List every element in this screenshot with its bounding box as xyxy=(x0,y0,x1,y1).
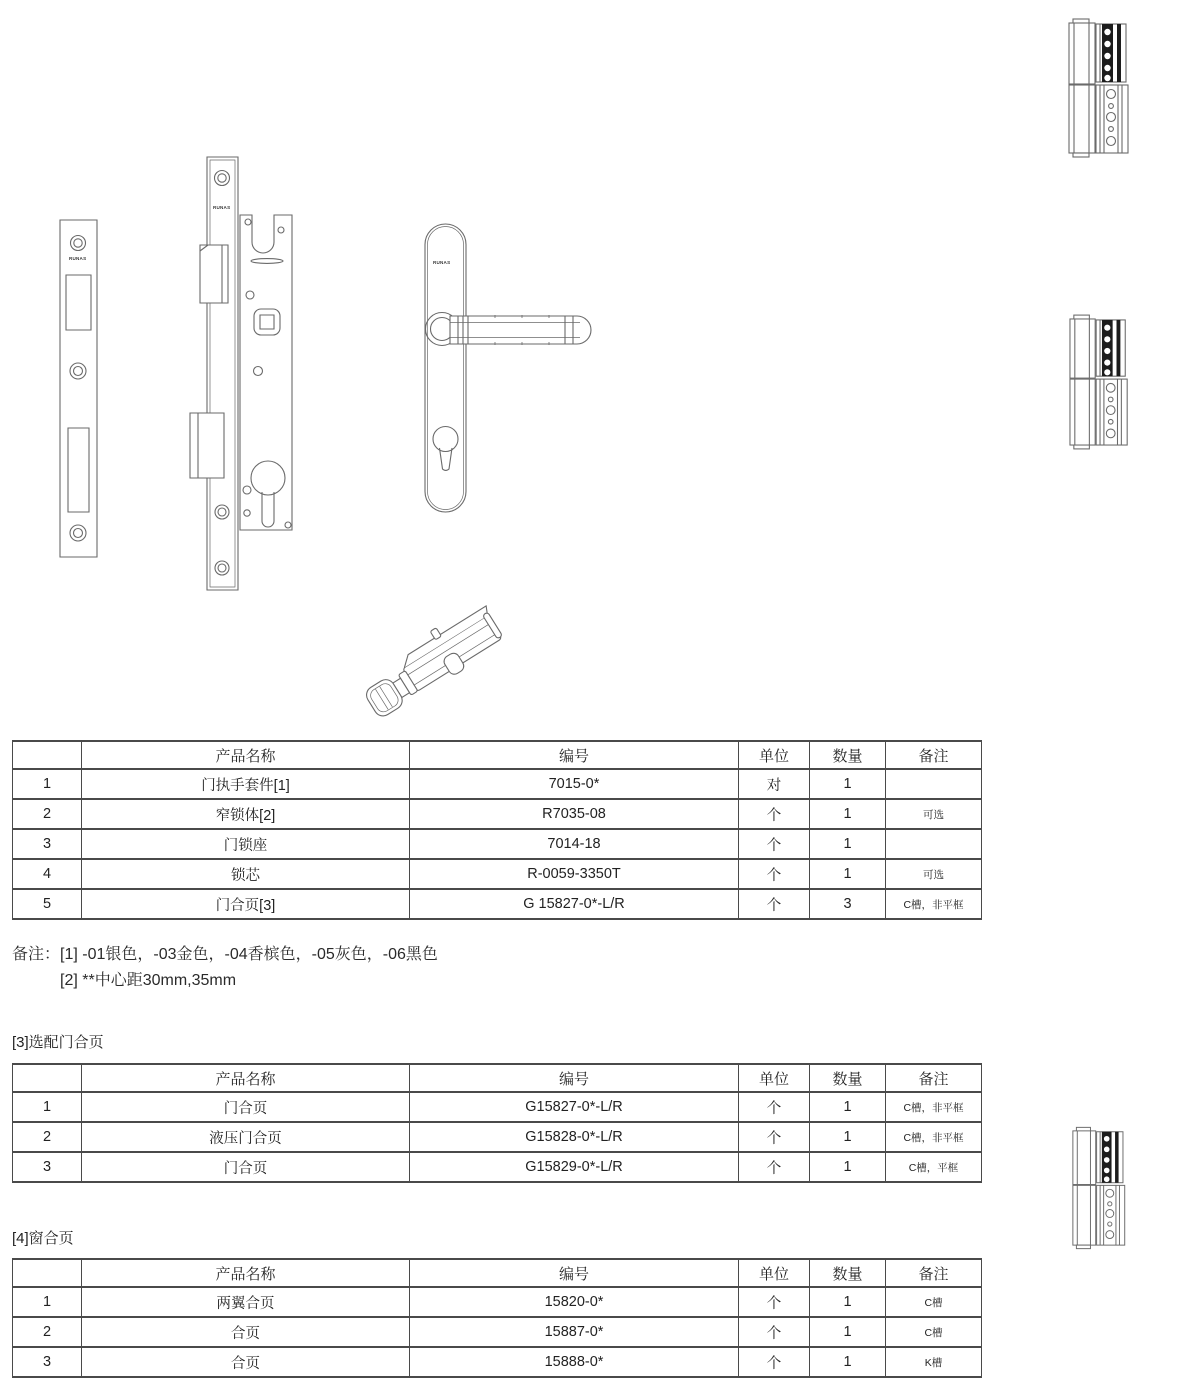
table-row xyxy=(13,1287,982,1317)
cell: 门锁座 xyxy=(82,829,410,859)
cell xyxy=(886,769,982,799)
cell: C槽，非平框 xyxy=(886,1092,982,1122)
cell: 门合页 xyxy=(82,1092,410,1122)
cell: 个 xyxy=(739,889,810,919)
lock-body-drawing xyxy=(188,150,298,600)
cell: 2 xyxy=(13,1317,82,1347)
cell: 门合页[3] xyxy=(82,889,410,919)
column-header xyxy=(13,741,82,769)
table-row xyxy=(13,1317,982,1347)
cell: 2 xyxy=(13,799,82,829)
note-line: [2] **中心距30mm,35mm xyxy=(60,972,237,989)
cell: 个 xyxy=(739,859,810,889)
column-header: 数量 xyxy=(810,741,886,769)
hinge-drawing-top xyxy=(1068,18,1134,158)
cell: 1 xyxy=(810,1152,886,1182)
cell: 15820-0* xyxy=(410,1287,739,1317)
column-header: 单位 xyxy=(739,1064,810,1092)
cell xyxy=(886,829,982,859)
note-line: [1] -01银色，-03金色，-04香槟色，-05灰色，-06黑色 xyxy=(60,946,438,963)
strike-plate-drawing xyxy=(58,216,102,562)
cell: 锁芯 xyxy=(82,859,410,889)
cell: 1 xyxy=(810,1317,886,1347)
header-row xyxy=(13,1064,982,1092)
column-header: 数量 xyxy=(810,1259,886,1287)
cell: 1 xyxy=(13,1287,82,1317)
column-header: 单位 xyxy=(739,741,810,769)
cell: 液压门合页 xyxy=(82,1122,410,1152)
table-row xyxy=(13,1347,982,1377)
cell: 4 xyxy=(13,859,82,889)
brand-logo: RUNAS xyxy=(213,205,231,210)
cell: 可选 xyxy=(886,799,982,829)
table-row xyxy=(13,1122,982,1152)
main-parts-table xyxy=(12,740,982,920)
table-row xyxy=(13,799,982,829)
column-header: 备注 xyxy=(886,1064,982,1092)
cell: C槽，非平框 xyxy=(886,1122,982,1152)
door-hinge-section-title: [3]选配门合页 xyxy=(12,1034,104,1051)
cell: 15887-0* xyxy=(410,1317,739,1347)
table-row xyxy=(13,769,982,799)
column-header: 编号 xyxy=(410,1259,739,1287)
table-row xyxy=(13,889,982,919)
cell: 1 xyxy=(810,1287,886,1317)
brand-logo: RUNAS xyxy=(69,256,87,261)
cell: C槽 xyxy=(886,1287,982,1317)
cell: 15888-0* xyxy=(410,1347,739,1377)
cell: C槽 xyxy=(886,1317,982,1347)
cell: 个 xyxy=(739,1092,810,1122)
column-header xyxy=(13,1259,82,1287)
cell: 个 xyxy=(739,829,810,859)
handle-set-drawing xyxy=(420,218,595,518)
cell: R7035-08 xyxy=(410,799,739,829)
brand-logo: RUNAS xyxy=(433,260,451,265)
cell: 个 xyxy=(739,1287,810,1317)
cell: 5 xyxy=(13,889,82,919)
cell: 1 xyxy=(810,769,886,799)
table-row xyxy=(13,859,982,889)
cell: 3 xyxy=(13,1347,82,1377)
cell: 1 xyxy=(810,829,886,859)
cell: 个 xyxy=(739,1317,810,1347)
hinge-drawing-bottom xyxy=(1072,1122,1130,1254)
cell: G15827-0*-L/R xyxy=(410,1092,739,1122)
cell: G15828-0*-L/R xyxy=(410,1122,739,1152)
cell: 7014-18 xyxy=(410,829,739,859)
cell: 1 xyxy=(810,1122,886,1152)
cell: 个 xyxy=(739,799,810,829)
cell: 1 xyxy=(810,799,886,829)
cell: 对 xyxy=(739,769,810,799)
column-header xyxy=(13,1064,82,1092)
hinge-drawing-middle xyxy=(1069,313,1133,451)
column-header: 编号 xyxy=(410,741,739,769)
window-hinge-section-title: [4]窗合页 xyxy=(12,1230,74,1247)
column-header: 产品名称 xyxy=(82,741,410,769)
column-header: 产品名称 xyxy=(82,1259,410,1287)
cell: 1 xyxy=(13,769,82,799)
cell: 合页 xyxy=(82,1317,410,1347)
table-row xyxy=(13,1152,982,1182)
cell: 门合页 xyxy=(82,1152,410,1182)
column-header: 备注 xyxy=(886,741,982,769)
cell: 3 xyxy=(13,829,82,859)
cell: 可选 xyxy=(886,859,982,889)
main-parts-table-wrap xyxy=(12,740,975,920)
header-row xyxy=(13,1259,982,1287)
cell: 1 xyxy=(13,1092,82,1122)
cylinder-drawing xyxy=(362,595,512,720)
cell: G15829-0*-L/R xyxy=(410,1152,739,1182)
column-header: 数量 xyxy=(810,1064,886,1092)
cell: 门执手套件[1] xyxy=(82,769,410,799)
table-row xyxy=(13,1092,982,1122)
notes-block xyxy=(12,942,438,994)
cell: 7015-0* xyxy=(410,769,739,799)
column-header: 备注 xyxy=(886,1259,982,1287)
cell: G 15827-0*-L/R xyxy=(410,889,739,919)
cell: 个 xyxy=(739,1122,810,1152)
notes-label: 备注： xyxy=(12,946,61,963)
column-header: 编号 xyxy=(410,1064,739,1092)
cell: C槽，平框 xyxy=(886,1152,982,1182)
cell: 3 xyxy=(810,889,886,919)
cell: 3 xyxy=(13,1152,82,1182)
cell: 两翼合页 xyxy=(82,1287,410,1317)
cell: K槽 xyxy=(886,1347,982,1377)
column-header: 单位 xyxy=(739,1259,810,1287)
window-hinge-table-wrap xyxy=(12,1258,975,1378)
cell: 窄锁体[2] xyxy=(82,799,410,829)
door-hinge-table xyxy=(12,1063,982,1183)
cell: 1 xyxy=(810,1092,886,1122)
cell: 1 xyxy=(810,859,886,889)
window-hinge-table xyxy=(12,1258,982,1378)
cell: 2 xyxy=(13,1122,82,1152)
cell: C槽，非平框 xyxy=(886,889,982,919)
door-hinge-table-wrap xyxy=(12,1063,975,1183)
cell: 个 xyxy=(739,1347,810,1377)
cell: 个 xyxy=(739,1152,810,1182)
header-row xyxy=(13,741,982,769)
table-row xyxy=(13,829,982,859)
column-header: 产品名称 xyxy=(82,1064,410,1092)
cell: R-0059-3350T xyxy=(410,859,739,889)
cell: 1 xyxy=(810,1347,886,1377)
cell: 合页 xyxy=(82,1347,410,1377)
